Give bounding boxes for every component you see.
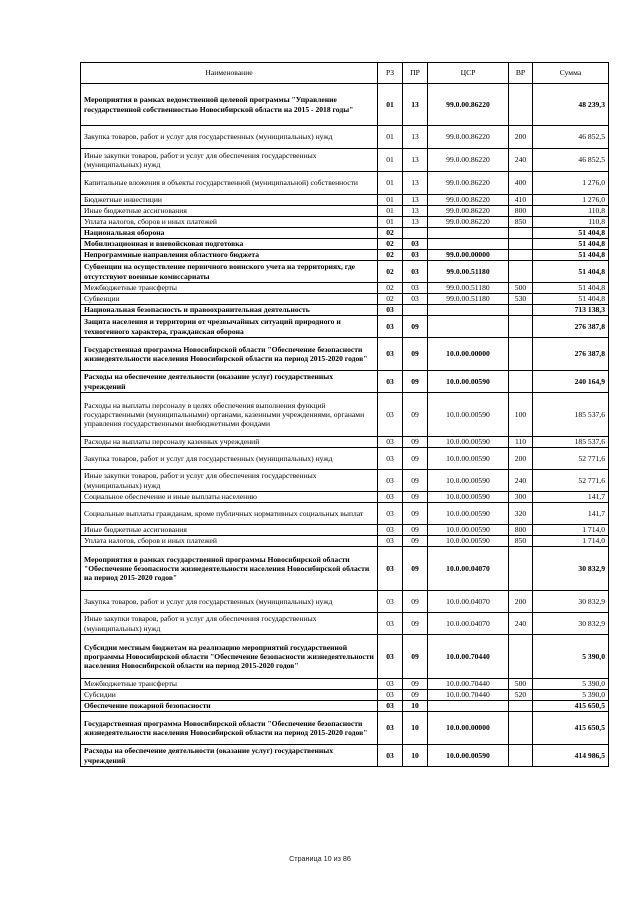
budget-table [80, 62, 609, 767]
cell-rz: 03 [378, 525, 403, 536]
table-row [81, 745, 609, 767]
cell-vr: 400 [509, 172, 533, 195]
page-number: Страница 10 из 86 [289, 854, 351, 863]
cell-sum: 52 771,6 [533, 448, 609, 470]
table-row [81, 525, 609, 536]
cell-pr: 03 [403, 294, 428, 305]
cell-pr: 13 [403, 217, 428, 228]
cell-vr: 850 [509, 217, 533, 228]
cell-sum: 52 771,6 [533, 470, 609, 492]
cell-name: Обеспечение пожарной безопасности [81, 701, 378, 712]
cell-name: Национальная безопасность и правоохранительная деятельность [81, 305, 378, 316]
cell-vr [509, 635, 533, 679]
cell-vr [509, 239, 533, 250]
cell-rz: 03 [378, 745, 403, 767]
cell-sum: 185 537,6 [533, 437, 609, 448]
cell-vr [509, 305, 533, 316]
cell-name: Закупка товаров, работ и услуг для государственных (муниципальных) нужд [81, 591, 378, 613]
cell-sum: 141,7 [533, 492, 609, 503]
cell-name: Национальная оборона [81, 228, 378, 239]
table-row [81, 448, 609, 470]
cell-name: Социальное обеспечение и иные выплаты населению [81, 492, 378, 503]
cell-sum: 1 276,0 [533, 172, 609, 195]
cell-name: Субсидии местным бюджетам на реализацию мероприятий государственной программы Новосибирской области "Обеспечение безопасности жизнедеятельности населения Новосибирской области на период 2015-2020 годов" [81, 635, 378, 679]
table-row [81, 283, 609, 294]
cell-csr: 10.0.00.00590 [428, 393, 509, 437]
cell-sum: 5 390,0 [533, 679, 609, 690]
budget-table-page [80, 62, 608, 767]
cell-pr [403, 305, 428, 316]
cell-csr: 10.0.00.00590 [428, 745, 509, 767]
cell-rz: 03 [378, 536, 403, 547]
cell-rz: 03 [378, 503, 403, 525]
cell-pr: 13 [403, 149, 428, 172]
cell-name: Иные закупки товаров, работ и услуг для обеспечения государственных (муниципальных) нужд [81, 613, 378, 635]
cell-vr: 800 [509, 206, 533, 217]
cell-name: Бюджетные инвестиции [81, 195, 378, 206]
cell-csr: 10.0.00.04070 [428, 613, 509, 635]
cell-sum: 5 390,0 [533, 690, 609, 701]
cell-pr: 03 [403, 250, 428, 261]
cell-name: Субвенции [81, 294, 378, 305]
cell-sum: 30 832,9 [533, 547, 609, 591]
cell-name: Мероприятия в рамках ведомственной целевой программы "Управление государственной собственностью Новосибирской области на 2015 - 2018 годы" [81, 84, 378, 126]
cell-pr: 13 [403, 84, 428, 126]
cell-pr: 10 [403, 701, 428, 712]
table-row [81, 690, 609, 701]
table-row [81, 371, 609, 393]
table-row [81, 172, 609, 195]
cell-pr: 09 [403, 371, 428, 393]
cell-pr: 09 [403, 503, 428, 525]
cell-rz: 03 [378, 371, 403, 393]
cell-name: Защита населения и территории от чрезвычайных ситуаций природного и техногенного характера, гражданская оборона [81, 316, 378, 338]
cell-csr: 99.0.00.51180 [428, 283, 509, 294]
cell-sum: 51 404,8 [533, 294, 609, 305]
cell-name: Субсидии [81, 690, 378, 701]
cell-name: Иные бюджетные ассигнования [81, 525, 378, 536]
cell-pr: 03 [403, 283, 428, 294]
table-row [81, 679, 609, 690]
cell-pr [403, 228, 428, 239]
cell-name: Расходы на выплаты персоналу казенных учреждений [81, 437, 378, 448]
cell-name: Социальные выплаты гражданам, кроме публичных нормативных социальных выплат [81, 503, 378, 525]
cell-rz: 01 [378, 172, 403, 195]
table-row [81, 84, 609, 126]
table-row [81, 316, 609, 338]
cell-pr: 13 [403, 172, 428, 195]
table-row [81, 547, 609, 591]
cell-csr: 99.0.00.86220 [428, 217, 509, 228]
cell-sum: 30 832,9 [533, 613, 609, 635]
cell-sum: 30 832,9 [533, 591, 609, 613]
table-row [81, 294, 609, 305]
cell-rz: 01 [378, 149, 403, 172]
cell-vr: 530 [509, 294, 533, 305]
cell-vr: 240 [509, 613, 533, 635]
cell-pr: 09 [403, 635, 428, 679]
cell-pr: 03 [403, 239, 428, 250]
cell-csr: 10.0.00.00590 [428, 371, 509, 393]
table-body [81, 84, 609, 767]
cell-name: Межбюджетные трансферты [81, 679, 378, 690]
cell-pr: 09 [403, 525, 428, 536]
cell-csr [428, 316, 509, 338]
cell-name: Уплата налогов, сборов и иных платежей [81, 217, 378, 228]
cell-vr: 800 [509, 525, 533, 536]
cell-pr: 09 [403, 338, 428, 371]
table-row [81, 126, 609, 149]
cell-pr: 09 [403, 492, 428, 503]
table-row [81, 613, 609, 635]
cell-pr: 09 [403, 393, 428, 437]
cell-pr: 13 [403, 126, 428, 149]
cell-name: Субвенции на осуществление первичного воинского учета на территориях, где отсутствуют военные комиссариаты [81, 261, 378, 283]
cell-name: Расходы на обеспечение деятельности (оказание услуг) государственных учреждений [81, 371, 378, 393]
cell-rz: 03 [378, 492, 403, 503]
cell-sum: 51 404,8 [533, 239, 609, 250]
table-row [81, 228, 609, 239]
cell-vr [509, 250, 533, 261]
cell-rz: 03 [378, 591, 403, 613]
cell-sum: 5 390,0 [533, 635, 609, 679]
table-row [81, 492, 609, 503]
cell-pr: 09 [403, 316, 428, 338]
cell-vr [509, 228, 533, 239]
cell-csr: 10.0.00.00000 [428, 338, 509, 371]
cell-pr: 13 [403, 206, 428, 217]
cell-pr: 09 [403, 591, 428, 613]
cell-vr [509, 338, 533, 371]
header-pr: ПР [403, 63, 428, 84]
table-row [81, 712, 609, 745]
cell-rz: 03 [378, 701, 403, 712]
cell-csr [428, 305, 509, 316]
header-csr: ЦСР [428, 63, 509, 84]
cell-name: Иные закупки товаров, работ и услуг для обеспечения государственных (муниципальных) нужд [81, 149, 378, 172]
cell-rz: 01 [378, 84, 403, 126]
cell-csr [428, 239, 509, 250]
cell-pr: 09 [403, 448, 428, 470]
cell-csr: 10.0.00.04070 [428, 591, 509, 613]
cell-sum: 51 404,8 [533, 261, 609, 283]
cell-name: Государственная программа Новосибирской области "Обеспечение безопасности жизнедеятельности населения Новосибирской области на период 2015-2020 годов" [81, 338, 378, 371]
cell-csr: 10.0.00.70440 [428, 635, 509, 679]
cell-csr: 10.0.00.00590 [428, 448, 509, 470]
cell-sum: 276 387,8 [533, 338, 609, 371]
cell-vr: 240 [509, 149, 533, 172]
cell-sum: 46 852,5 [533, 126, 609, 149]
cell-sum: 141,7 [533, 503, 609, 525]
table-row [81, 437, 609, 448]
cell-csr [428, 701, 509, 712]
cell-csr: 10.0.00.00590 [428, 503, 509, 525]
cell-rz: 02 [378, 239, 403, 250]
cell-csr: 99.0.00.86220 [428, 149, 509, 172]
cell-vr: 240 [509, 470, 533, 492]
cell-vr [509, 316, 533, 338]
cell-rz: 01 [378, 217, 403, 228]
cell-rz: 03 [378, 690, 403, 701]
cell-pr: 10 [403, 712, 428, 745]
cell-rz: 03 [378, 613, 403, 635]
table-row [81, 195, 609, 206]
header-name: Наименование [81, 63, 378, 84]
cell-rz: 03 [378, 393, 403, 437]
cell-pr: 09 [403, 690, 428, 701]
cell-rz: 03 [378, 712, 403, 745]
cell-name: Непрограммные направления областного бюджета [81, 250, 378, 261]
cell-vr [509, 261, 533, 283]
cell-vr: 200 [509, 591, 533, 613]
cell-csr: 10.0.00.00590 [428, 470, 509, 492]
cell-pr: 09 [403, 613, 428, 635]
cell-pr: 03 [403, 261, 428, 283]
cell-rz: 02 [378, 294, 403, 305]
cell-rz: 03 [378, 635, 403, 679]
table-row [81, 536, 609, 547]
cell-sum: 1 714,0 [533, 525, 609, 536]
cell-vr: 410 [509, 195, 533, 206]
table-row [81, 338, 609, 371]
table-row [81, 261, 609, 283]
table-header-row [81, 63, 609, 84]
table-row [81, 239, 609, 250]
cell-sum: 276 387,8 [533, 316, 609, 338]
cell-sum: 415 650,5 [533, 712, 609, 745]
cell-rz: 03 [378, 470, 403, 492]
cell-vr: 320 [509, 503, 533, 525]
cell-csr: 99.0.00.00000 [428, 250, 509, 261]
cell-pr: 10 [403, 745, 428, 767]
cell-sum: 51 404,8 [533, 250, 609, 261]
cell-name: Иные закупки товаров, работ и услуг для обеспечения государственных (муниципальных) нужд [81, 470, 378, 492]
cell-rz: 03 [378, 338, 403, 371]
cell-pr: 09 [403, 536, 428, 547]
cell-rz: 02 [378, 261, 403, 283]
cell-name: Государственная программа Новосибирской области "Обеспечение безопасности жизнедеятельности населения Новосибирской области на период 2015-2020 годов" [81, 712, 378, 745]
cell-sum: 51 404,8 [533, 228, 609, 239]
cell-name: Капитальные вложения в объекты государственной (муниципальной) собственности [81, 172, 378, 195]
table-row [81, 393, 609, 437]
cell-sum: 48 239,3 [533, 84, 609, 126]
cell-rz: 01 [378, 206, 403, 217]
cell-sum: 240 164,9 [533, 371, 609, 393]
cell-sum: 415 650,5 [533, 701, 609, 712]
cell-csr: 99.0.00.86220 [428, 195, 509, 206]
table-row [81, 591, 609, 613]
table-row [81, 305, 609, 316]
cell-csr: 10.0.00.00590 [428, 492, 509, 503]
cell-sum: 110,8 [533, 206, 609, 217]
cell-vr [509, 547, 533, 591]
cell-rz: 03 [378, 316, 403, 338]
cell-csr: 10.0.00.70440 [428, 690, 509, 701]
cell-vr [509, 371, 533, 393]
table-row [81, 149, 609, 172]
cell-vr [509, 712, 533, 745]
cell-rz: 03 [378, 679, 403, 690]
cell-csr: 99.0.00.86220 [428, 126, 509, 149]
cell-rz: 01 [378, 126, 403, 149]
cell-csr: 10.0.00.04070 [428, 547, 509, 591]
cell-vr: 500 [509, 283, 533, 294]
cell-pr: 09 [403, 679, 428, 690]
cell-sum: 51 404,8 [533, 283, 609, 294]
cell-rz: 01 [378, 195, 403, 206]
header-vr: ВР [509, 63, 533, 84]
cell-sum: 414 986,5 [533, 745, 609, 767]
cell-rz: 03 [378, 448, 403, 470]
cell-vr: 100 [509, 393, 533, 437]
cell-name: Мобилизационная и вневойсковая подготовка [81, 239, 378, 250]
cell-vr: 500 [509, 679, 533, 690]
cell-vr: 110 [509, 437, 533, 448]
header-rz: РЗ [378, 63, 403, 84]
cell-vr: 520 [509, 690, 533, 701]
cell-rz: 02 [378, 283, 403, 294]
cell-vr [509, 84, 533, 126]
cell-pr: 09 [403, 547, 428, 591]
cell-pr: 09 [403, 470, 428, 492]
cell-sum: 185 537,6 [533, 393, 609, 437]
cell-sum: 713 138,3 [533, 305, 609, 316]
cell-rz: 03 [378, 437, 403, 448]
cell-sum: 1 276,0 [533, 195, 609, 206]
cell-csr: 10.0.00.00590 [428, 525, 509, 536]
cell-vr: 200 [509, 448, 533, 470]
table-row [81, 206, 609, 217]
cell-csr [428, 228, 509, 239]
cell-csr: 99.0.00.51180 [428, 294, 509, 305]
cell-csr: 10.0.00.00590 [428, 437, 509, 448]
cell-csr: 10.0.00.70440 [428, 679, 509, 690]
cell-name: Расходы на выплаты персоналу в целях обеспечения выполнения функций государственными (муниципальными) органами, казенными учреждениями, органами управления государственными внебюджетными фондами [81, 393, 378, 437]
cell-csr: 10.0.00.00590 [428, 536, 509, 547]
cell-rz: 03 [378, 305, 403, 316]
cell-sum: 1 714,0 [533, 536, 609, 547]
cell-vr: 300 [509, 492, 533, 503]
cell-vr [509, 701, 533, 712]
cell-csr: 10.0.00.00000 [428, 712, 509, 745]
table-row [81, 217, 609, 228]
cell-sum: 110,8 [533, 217, 609, 228]
table-row [81, 701, 609, 712]
table-row [81, 250, 609, 261]
cell-vr: 850 [509, 536, 533, 547]
cell-pr: 09 [403, 437, 428, 448]
cell-name: Иные бюджетные ассигнования [81, 206, 378, 217]
table-row [81, 635, 609, 679]
table-row [81, 470, 609, 492]
cell-name: Межбюджетные трансферты [81, 283, 378, 294]
cell-csr: 99.0.00.86220 [428, 84, 509, 126]
header-sum: Сумма [533, 63, 609, 84]
cell-csr: 99.0.00.86220 [428, 172, 509, 195]
cell-pr: 13 [403, 195, 428, 206]
cell-rz: 02 [378, 228, 403, 239]
cell-rz: 03 [378, 547, 403, 591]
cell-csr: 99.0.00.86220 [428, 206, 509, 217]
cell-rz: 02 [378, 250, 403, 261]
cell-csr: 99.0.00.51180 [428, 261, 509, 283]
cell-name: Закупка товаров, работ и услуг для государственных (муниципальных) нужд [81, 448, 378, 470]
cell-name: Уплата налогов, сборов и иных платежей [81, 536, 378, 547]
cell-vr: 200 [509, 126, 533, 149]
cell-sum: 46 852,5 [533, 149, 609, 172]
table-row [81, 503, 609, 525]
cell-name: Закупка товаров, работ и услуг для государственных (муниципальных) нужд [81, 126, 378, 149]
cell-vr [509, 745, 533, 767]
cell-name: Расходы на обеспечение деятельности (оказание услуг) государственных учреждений [81, 745, 378, 767]
cell-name: Мероприятия в рамках государственной программы Новосибирской области "Обеспечение безопасности жизнедеятельности населения Новосибирской области на период 2015-2020 годов" [81, 547, 378, 591]
